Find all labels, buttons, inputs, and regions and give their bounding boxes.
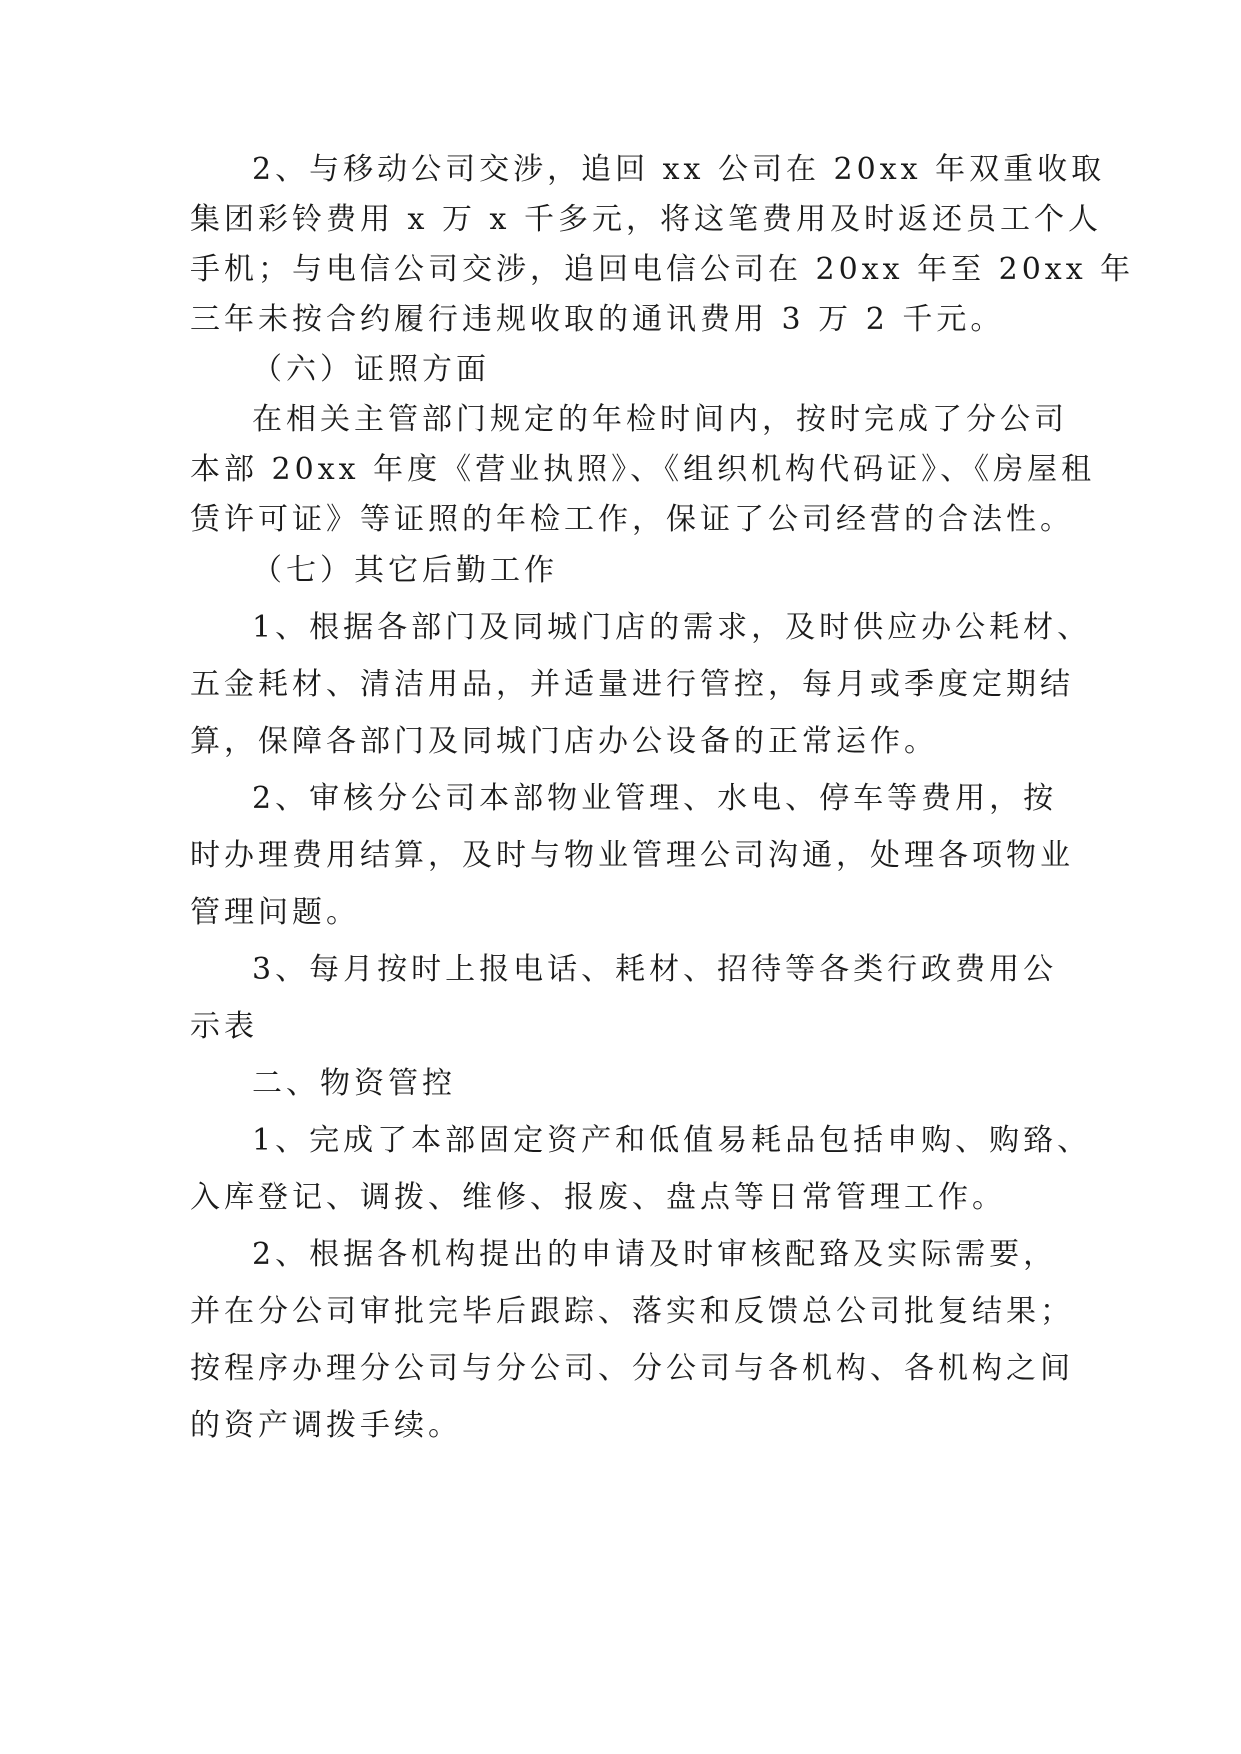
paragraph-line: 管理问题。 [190, 895, 360, 930]
section-heading: 二、物资管控 [252, 1066, 456, 1101]
paragraph-line: 算，保障各部门及同城门店办公设备的正常运作。 [190, 724, 938, 759]
section-heading: （七）其它后勤工作 [252, 553, 558, 588]
paragraph-line: 示表 [190, 1009, 258, 1044]
paragraph-line: 1、根据各部门及同城门店的需求，及时供应办公耗材、 [252, 610, 1092, 645]
paragraph-line: 三年未按合约履行违规收取的通讯费用 3 万 2 千元。 [190, 302, 1005, 337]
paragraph-line: 五金耗材、清洁用品，并适量进行管控，每月或季度定期结 [190, 667, 1074, 702]
paragraph-line: 集团彩铃费用 x 万 x 千多元，将这笔费用及时返还员工个人 [190, 202, 1102, 237]
paragraph-line: 入库登记、调拨、维修、报废、盘点等日常管理工作。 [190, 1180, 1006, 1215]
paragraph-line: 本部 20xx 年度《营业执照》、《组织机构代码证》、《房屋租 [190, 452, 1096, 487]
paragraph-line: 1、完成了本部固定资产和低值易耗品包括申购、购臵、 [252, 1123, 1092, 1158]
paragraph-line: 并在分公司审批完毕后跟踪、落实和反馈总公司批复结果； [190, 1294, 1074, 1329]
paragraph-line: 按程序办理分公司与分公司、分公司与各机构、各机构之间 [190, 1351, 1074, 1386]
paragraph-line: 2、与移动公司交涉，追回 xx 公司在 20xx 年双重收取 [252, 152, 1106, 187]
paragraph-line: 时办理费用结算，及时与物业管理公司沟通，处理各项物业 [190, 838, 1074, 873]
paragraph-line: 在相关主管部门规定的年检时间内，按时完成了分公司 [252, 402, 1068, 437]
paragraph-line: 3、每月按时上报电话、耗材、招待等各类行政费用公 [252, 952, 1058, 987]
section-heading: （六）证照方面 [252, 352, 490, 387]
paragraph-line: 2、审核分公司本部物业管理、水电、停车等费用，按 [252, 781, 1058, 816]
paragraph-line: 手机；与电信公司交涉，追回电信公司在 20xx 年至 20xx 年 [190, 252, 1135, 287]
paragraph-line: 2、根据各机构提出的申请及时审核配臵及实际需要， [252, 1237, 1058, 1272]
paragraph-line: 赁许可证》等证照的年检工作，保证了公司经营的合法性。 [190, 502, 1074, 537]
paragraph-line: 的资产调拨手续。 [190, 1408, 462, 1443]
